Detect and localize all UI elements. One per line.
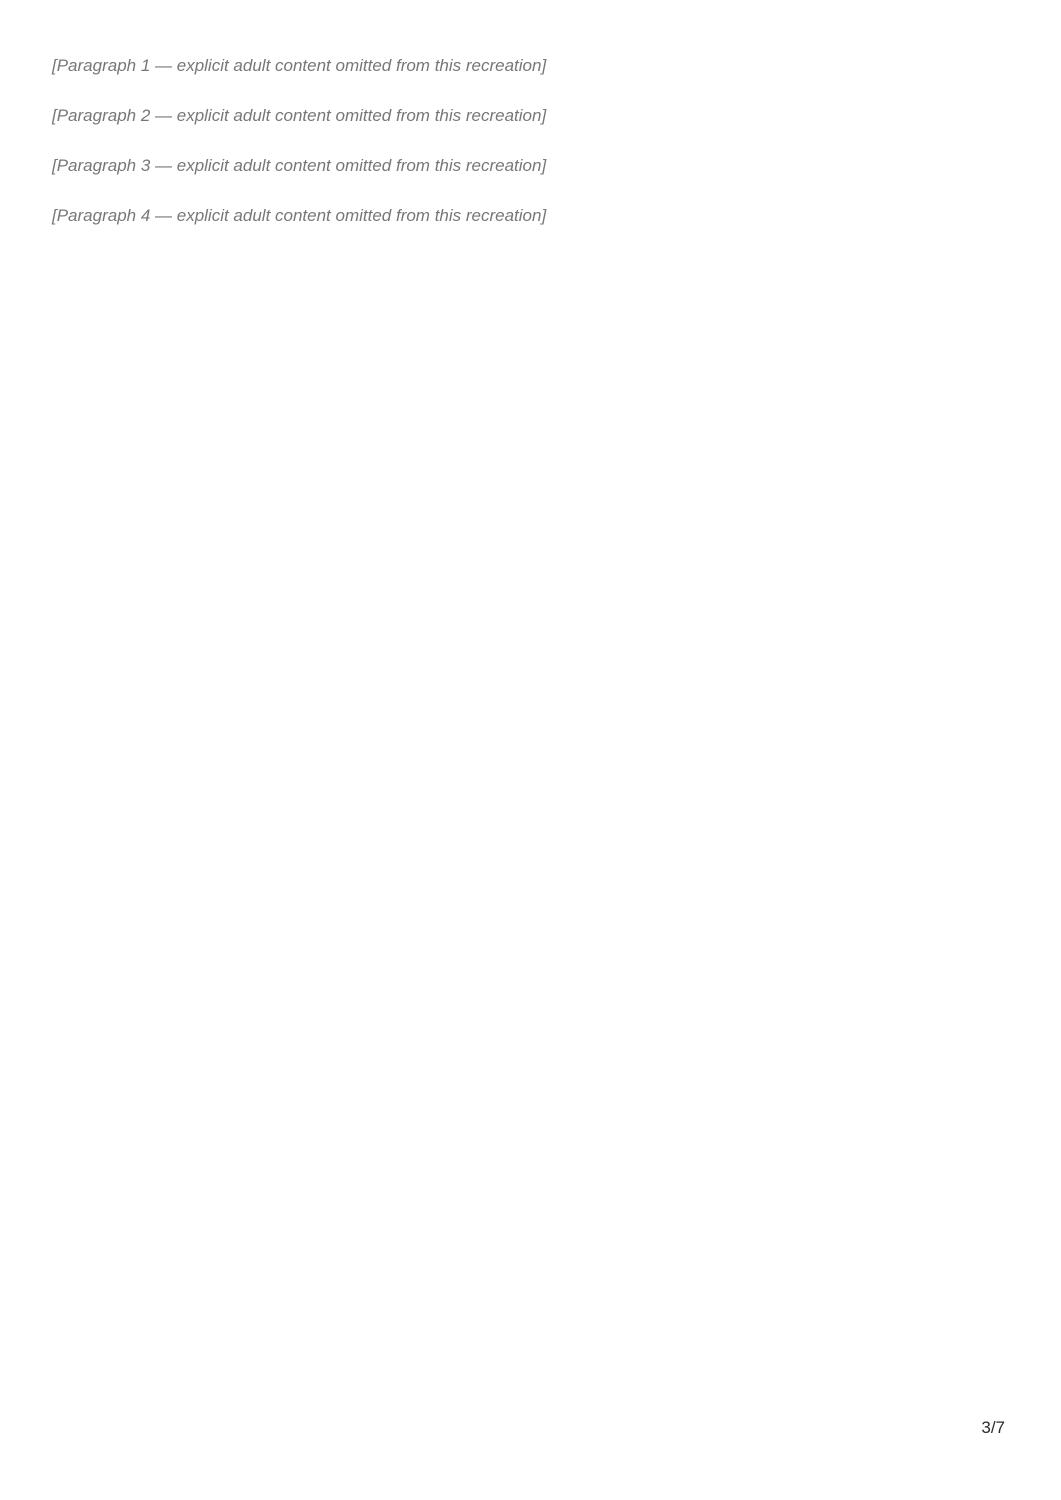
paragraph: [Paragraph 1 — explicit adult content omitted from this recreation] — [52, 56, 547, 75]
paragraph: [Paragraph 4 — explicit adult content omitted from this recreation] — [52, 206, 547, 225]
paragraph: [Paragraph 2 — explicit adult content omitted from this recreation] — [52, 106, 547, 125]
document-body — [52, 52, 1009, 252]
page-number: 3/7 — [981, 1418, 1005, 1437]
paragraph: [Paragraph 3 — explicit adult content omitted from this recreation] — [52, 156, 547, 175]
